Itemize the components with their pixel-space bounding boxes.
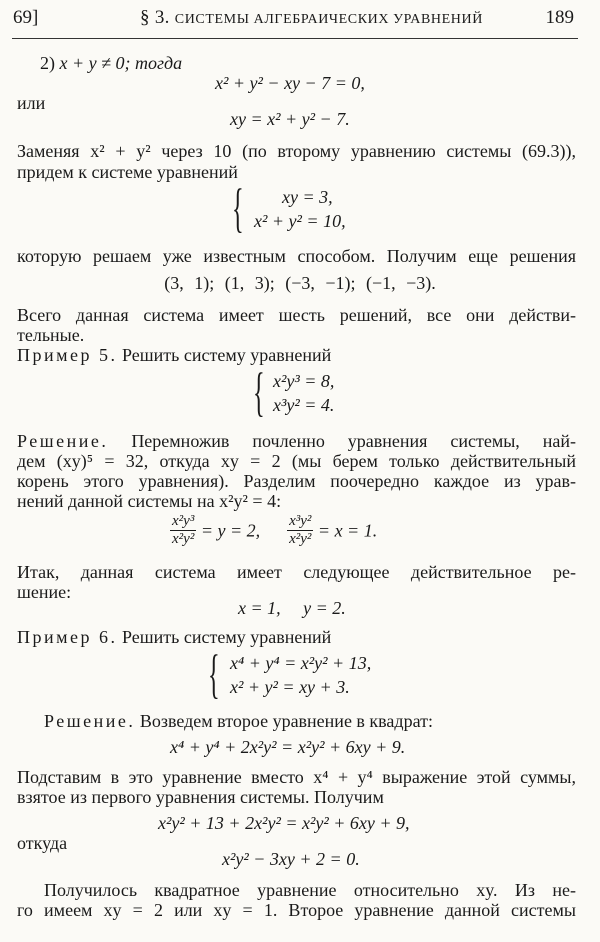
paragraph-line: Решение. Перемножив почленно уравнения системы, най- bbox=[17, 431, 576, 451]
example-heading bbox=[17, 346, 331, 364]
running-title bbox=[140, 8, 483, 27]
system-equation: x³y² = 4. bbox=[273, 395, 335, 415]
case-label: 2) bbox=[40, 53, 55, 73]
paragraph-line: дем (xy)⁵ = 32, откуда xy = 2 (мы берем только действительный bbox=[17, 451, 576, 471]
paragraph-line: Заменяя x² + y² через 10 (по второму уравнению системы (69.3)), bbox=[17, 141, 576, 161]
paragraph-line: взятое из первого уравнения системы. Получим bbox=[17, 787, 384, 807]
solution-label: Решение. bbox=[17, 431, 109, 451]
paragraph-line: шение: bbox=[17, 582, 72, 602]
example-text: Решить систему уравнений bbox=[122, 627, 332, 647]
paragraph-line: Итак, данная система имеет следующее действительное ре- bbox=[17, 562, 576, 582]
section-number: § 3. bbox=[140, 7, 170, 28]
fraction: $\frac{\text{x³y²}}{\text{x²y²}}$ bbox=[289, 513, 312, 547]
example-heading bbox=[17, 628, 331, 646]
paragraph-line: тельные. bbox=[17, 325, 85, 345]
solution-label: Решение. bbox=[44, 711, 136, 731]
case-2-line bbox=[40, 54, 182, 72]
system-equation: x²y³ = 8, bbox=[273, 371, 335, 391]
fraction-equations: $\frac{\text{x²y³}}{\text{x²y²}}$ = y = 2, $\frac{\text{x³y²}}{\text{x²y²}}$ = x = 1. bbox=[172, 513, 378, 547]
paragraph-line: придем к системе уравнений bbox=[17, 162, 238, 182]
paragraph-line: корень этого уравнения). Разделим поочередно каждое из урав- bbox=[17, 471, 576, 491]
equation: x²y² − 3xy + 2 = 0. bbox=[222, 849, 360, 869]
equation: xy = x² + y² − 7. bbox=[230, 109, 350, 129]
header-rule bbox=[12, 38, 578, 39]
example-label: Пример 5. bbox=[17, 345, 118, 365]
system-equation: x⁴ + y⁴ = x²y² + 13, bbox=[230, 653, 372, 673]
paragraph-line: Получилось квадратное уравнение относительно xy. Из не- bbox=[44, 880, 576, 900]
brace-icon: { bbox=[232, 178, 244, 238]
system-equation: x² + y² = 10, bbox=[254, 211, 346, 231]
brace-icon: { bbox=[208, 644, 220, 704]
connective-word: откуда bbox=[17, 833, 68, 853]
equation-system bbox=[253, 362, 373, 422]
paragraph-line: Подставим в это уравнение вместо x⁴ + y⁴ выражение этой суммы, bbox=[17, 767, 576, 787]
chapter-marker: 69] bbox=[13, 7, 39, 28]
solutions-list: (3, 1); (1, 3); (−3, −1); (−1, −3). bbox=[164, 273, 436, 293]
paragraph-line: нений данной системы на x²y² = 4: bbox=[17, 491, 282, 511]
answer-line: x = 1, y = 2. bbox=[238, 598, 346, 618]
system-equation: xy = 3, bbox=[282, 187, 333, 207]
equation: x⁴ + y⁴ + 2x²y² = x²y² + 6xy + 9. bbox=[170, 737, 406, 757]
equation-system bbox=[232, 178, 392, 238]
case-condition: x + y ≠ 0; тогда bbox=[59, 53, 183, 73]
connective-word: или bbox=[17, 93, 46, 113]
example-text: Решить систему уравнений bbox=[122, 345, 332, 365]
paragraph-line: которую решаем уже известным способом. Получим еще решения bbox=[17, 246, 576, 266]
section-title: СИСТЕМЫ АЛГЕБРАИЧЕСКИХ УРАВНЕНИЙ bbox=[174, 12, 483, 27]
page-number: 189 bbox=[545, 7, 574, 28]
paragraph-line: Всего данная система имеет шесть решений, все они действи- bbox=[17, 305, 576, 325]
system-equation: x² + y² = xy + 3. bbox=[230, 677, 350, 697]
equation-system bbox=[208, 644, 408, 704]
brace-icon: { bbox=[253, 362, 265, 422]
equation: x² + y² − xy − 7 = 0, bbox=[215, 73, 365, 93]
paragraph-line: го имеем xy = 2 или xy = 1. Второе уравнение данной системы bbox=[17, 900, 576, 920]
fraction: $\frac{\text{x²y³}}{\text{x²y²}}$ bbox=[172, 513, 195, 547]
paragraph-line: Решение. Возведем второе уравнение в квадрат: bbox=[44, 711, 433, 731]
equation: x²y² + 13 + 2x²y² = x²y² + 6xy + 9, bbox=[158, 813, 410, 833]
example-label: Пример 6. bbox=[17, 627, 118, 647]
